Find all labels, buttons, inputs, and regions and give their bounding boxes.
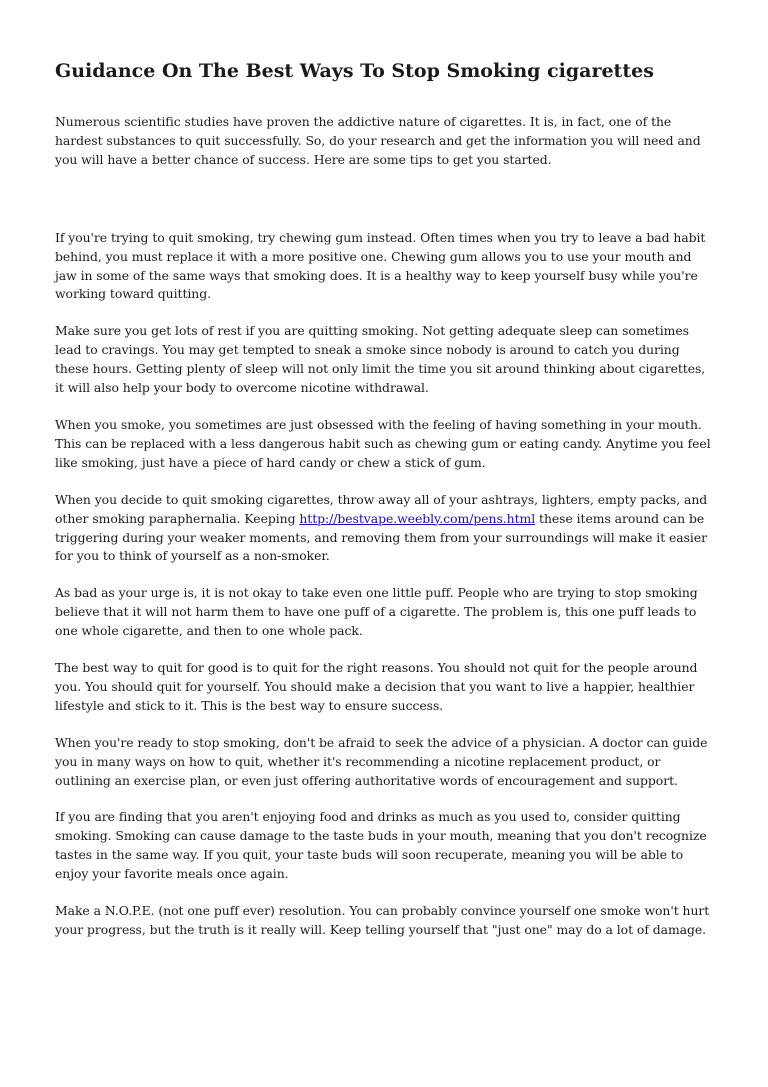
document-page bbox=[55, 58, 715, 958]
paragraph-rest: Make sure you get lots of rest if you are quitting smoking. Not getting adequate sleep can sometimes lead to cravings. You may get tempted to sneak a smoke since nobody is around to catch you during these hours. Getting plenty of sleep will not only limit the time you sit around thinking about cigarettes, it will also help your body to overcome nicotine withdrawal. bbox=[55, 323, 706, 396]
paragraph-chewing-gum: If you're trying to quit smoking, try chewing gum instead. Often times when you try to leave a bad habit behind, you must replace it with a more positive one. Chewing gum allows you to use your mouth and jaw in some of the same ways that smoking does. It is a healthy way to keep yourself busy while you're working toward quitting. bbox=[55, 229, 706, 302]
intro-paragraph: Numerous scientific studies have proven the addictive nature of cigarettes. It is, in fact, one of the hardest substances to quit successfully. So, do your research and get the information you will need and you will have a better chance of success. Here are some tips to get you started. bbox=[55, 114, 701, 167]
paragraph-physician: When you're ready to stop smoking, don't be afraid to seek the advice of a physician. A doctor can guide you in many ways on how to quit, whether it's recommending a nicotine replacement product, or outlining an exercise plan, or even just offering authoritative words of encouragement and support. bbox=[55, 734, 708, 788]
page-title: Guidance On The Best Ways To Stop Smoking cigarettes bbox=[55, 60, 654, 82]
paragraph-right-reasons: The best way to quit for good is to quit for the right reasons. You should not quit for the people around you. You should quit for yourself. You should make a decision that you want to live a happier, healthier lifestyle and stick to it. This is the best way to ensure success. bbox=[55, 660, 698, 713]
paragraph-throw-away-before: When you decide to quit smoking cigarettes, throw away all of your ashtrays, lighters, empty packs, and other smoking paraphernalia. Keeping bbox=[55, 491, 708, 526]
paragraph-oral-habit: When you smoke, you sometimes are just obsessed with the feeling of having something in your mouth. This can be replaced with a less dangerous habit such as chewing gum or eating candy. Anytime you feel like smoking, just have a piece of hard candy or chew a stick of gum. bbox=[55, 416, 711, 470]
paragraph-one-puff: As bad as your urge is, it is not okay to take even one little puff. People who are trying to stop smoking believe that it will not harm them to have one puff of a cigarette. The problem is, this one puff leads to one whole cigarette, and then to one whole pack. bbox=[55, 585, 698, 639]
bestvape-link[interactable]: http://bestvape.weebly.com/pens.html bbox=[299, 510, 536, 526]
paragraph-throw-away bbox=[55, 491, 715, 567]
paragraph-throw-away-after: these items around can be triggering during your weaker moments, and removing them from your surroundings will make it easier for you to think of yourself as a non-smoker. bbox=[55, 510, 708, 564]
paragraph-taste-buds: If you are finding that you aren't enjoying food and drinks as much as you used to, consider quitting smoking. Smoking can cause damage to the taste buds in your mouth, meaning that you don't recognize tastes in the same way. If you quit, your taste buds will soon recuperate, meaning you will be able to enjoy your favorite meals once again. bbox=[55, 809, 707, 882]
paragraph-nope: Make a N.O.P.E. (not one puff ever) resolution. You can probably convince yourself one smoke won't hurt your progress, but the truth is it really will. Keep telling yourself that "just one" may do a lot of damage. bbox=[55, 903, 710, 937]
